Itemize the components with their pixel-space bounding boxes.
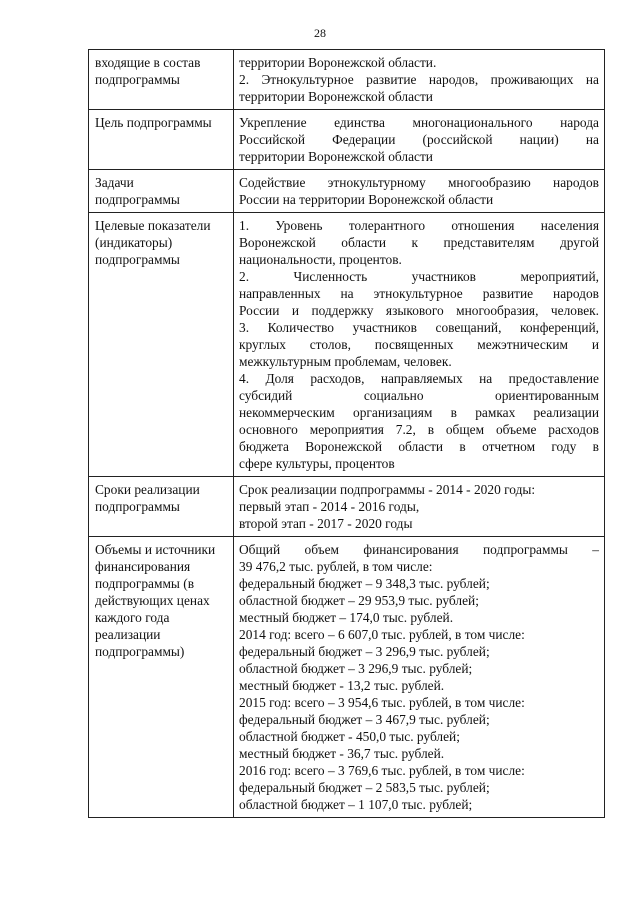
row-label-line: Цель подпрограммы — [95, 115, 212, 130]
row-label-cell — [89, 170, 234, 213]
row-label-line: действующих ценах — [95, 593, 210, 608]
row-label-line: Задачи — [95, 175, 134, 190]
row-content-cell — [234, 213, 605, 477]
row-content-line: 2016 год: всего – 3 769,6 тыс. рублей, в том числе: — [239, 763, 525, 778]
row-label-line: финансирования — [95, 559, 191, 574]
row-content-line: Воронежской области к представителям другой — [239, 235, 599, 250]
row-content-line: местный бюджет - 13,2 тыс. рублей. — [239, 678, 445, 693]
row-label-line: подпрограммы — [95, 192, 180, 207]
row-content-line: Укрепление единства многонационального народа — [239, 115, 599, 130]
row-label-cell — [89, 477, 234, 537]
row-content-line: 2. Этнокультурное развитие народов, проживающих на — [239, 72, 599, 87]
row-label-line: каждого года — [95, 610, 170, 625]
row-content-line: первый этап - 2014 - 2016 годы, — [239, 499, 420, 514]
row-label-line: Сроки реализации — [95, 482, 200, 497]
row-label-line: подпрограммы — [95, 252, 180, 267]
row-label-line: подпрограммы — [95, 72, 180, 87]
row-content-line: местный бюджет – 174,0 тыс. рублей. — [239, 610, 454, 625]
row-content-cell — [234, 110, 605, 170]
row-content-line: России и поддержку языкового многообразия, человек. — [239, 303, 599, 318]
row-content-line: Общий объем финансирования подпрограммы – — [239, 542, 599, 557]
row-content-cell — [234, 537, 605, 818]
row-content-line: федеральный бюджет – 3 296,9 тыс. рублей; — [239, 644, 490, 659]
row-content-line: основного мероприятия 7.2, в общем объеме расходов — [239, 422, 599, 437]
row-content-line: 2015 год: всего – 3 954,6 тыс. рублей, в том числе: — [239, 695, 525, 710]
row-content-line: направленных на этнокультурное развитие народов — [239, 286, 599, 301]
row-label-line: Объемы и источники — [95, 542, 216, 557]
row-content-line: Российской Федерации (российской нации) на — [239, 132, 599, 147]
page-number: 28 — [314, 26, 326, 40]
row-content-line: территории Воронежской области — [239, 89, 433, 104]
row-content-line: федеральный бюджет – 9 348,3 тыс. рублей; — [239, 576, 490, 591]
row-content-line: некоммерческим организациям в рамках реализации — [239, 405, 599, 420]
row-content-line: национальности, процентов. — [239, 252, 402, 267]
table-row — [89, 50, 605, 110]
table-row — [89, 537, 605, 818]
row-label-line: (индикаторы) — [95, 235, 173, 250]
row-content-line: Срок реализации подпрограммы - 2014 - 2020 годы: — [239, 482, 536, 497]
table-row — [89, 213, 605, 477]
row-content-line: 39 476,2 тыс. рублей, в том числе: — [239, 559, 433, 574]
row-content-line: Содействие этнокультурному многообразию народов — [239, 175, 599, 190]
row-content-line: областной бюджет – 3 296,9 тыс. рублей; — [239, 661, 473, 676]
row-label-cell — [89, 213, 234, 477]
row-label-cell — [89, 50, 234, 110]
row-label-line: входящие в состав — [95, 55, 201, 70]
row-content-line: России на территории Воронежской области — [239, 192, 494, 207]
row-content-line: второй этап - 2017 - 2020 годы — [239, 516, 413, 531]
row-content-line: федеральный бюджет – 3 467,9 тыс. рублей; — [239, 712, 490, 727]
row-label-line: подпрограммы) — [95, 644, 185, 659]
row-content-line: территории Воронежской области — [239, 149, 433, 164]
row-content-line: бюджета Воронежской области в отчетном году в — [239, 439, 599, 454]
row-content-line: областной бюджет - 450,0 тыс. рублей; — [239, 729, 460, 744]
row-content-line: сфере культуры, процентов — [239, 456, 395, 471]
row-content-line: межкультурным проблемам, человек. — [239, 354, 452, 369]
table-row — [89, 170, 605, 213]
row-content-line: 3. Количество участников совещаний, конференций, — [239, 320, 599, 335]
row-content-cell — [234, 50, 605, 110]
row-label-cell — [89, 537, 234, 818]
table-row — [89, 477, 605, 537]
row-content-line: 2. Численность участников мероприятий, — [239, 269, 599, 284]
row-label-cell — [89, 110, 234, 170]
table-body — [89, 50, 605, 818]
row-content-line: 2014 год: всего – 6 607,0 тыс. рублей, в том числе: — [239, 627, 525, 642]
row-label-line: Целевые показатели — [95, 218, 211, 233]
row-content-line: 4. Доля расходов, направляемых на предоставление — [239, 371, 599, 386]
row-content-line: территории Воронежской области. — [239, 55, 437, 70]
row-content-line: субсидий социально ориентированным — [239, 388, 599, 403]
row-content-line: областной бюджет – 29 953,9 тыс. рублей; — [239, 593, 479, 608]
row-content-cell — [234, 477, 605, 537]
passport-table — [88, 49, 605, 818]
row-label-line: подпрограммы — [95, 499, 180, 514]
row-content-line: круглых столов, посвященных межэтническим и — [239, 337, 599, 352]
row-label-line: реализации — [95, 627, 161, 642]
row-content-line: областной бюджет – 1 107,0 тыс. рублей; — [239, 797, 473, 812]
table-row — [89, 110, 605, 170]
row-content-line: федеральный бюджет – 2 583,5 тыс. рублей; — [239, 780, 490, 795]
row-content-cell — [234, 170, 605, 213]
row-content-line: местный бюджет - 36,7 тыс. рублей. — [239, 746, 445, 761]
row-content-line: 1. Уровень толерантного отношения населения — [239, 218, 599, 233]
row-label-line: подпрограммы (в — [95, 576, 195, 591]
